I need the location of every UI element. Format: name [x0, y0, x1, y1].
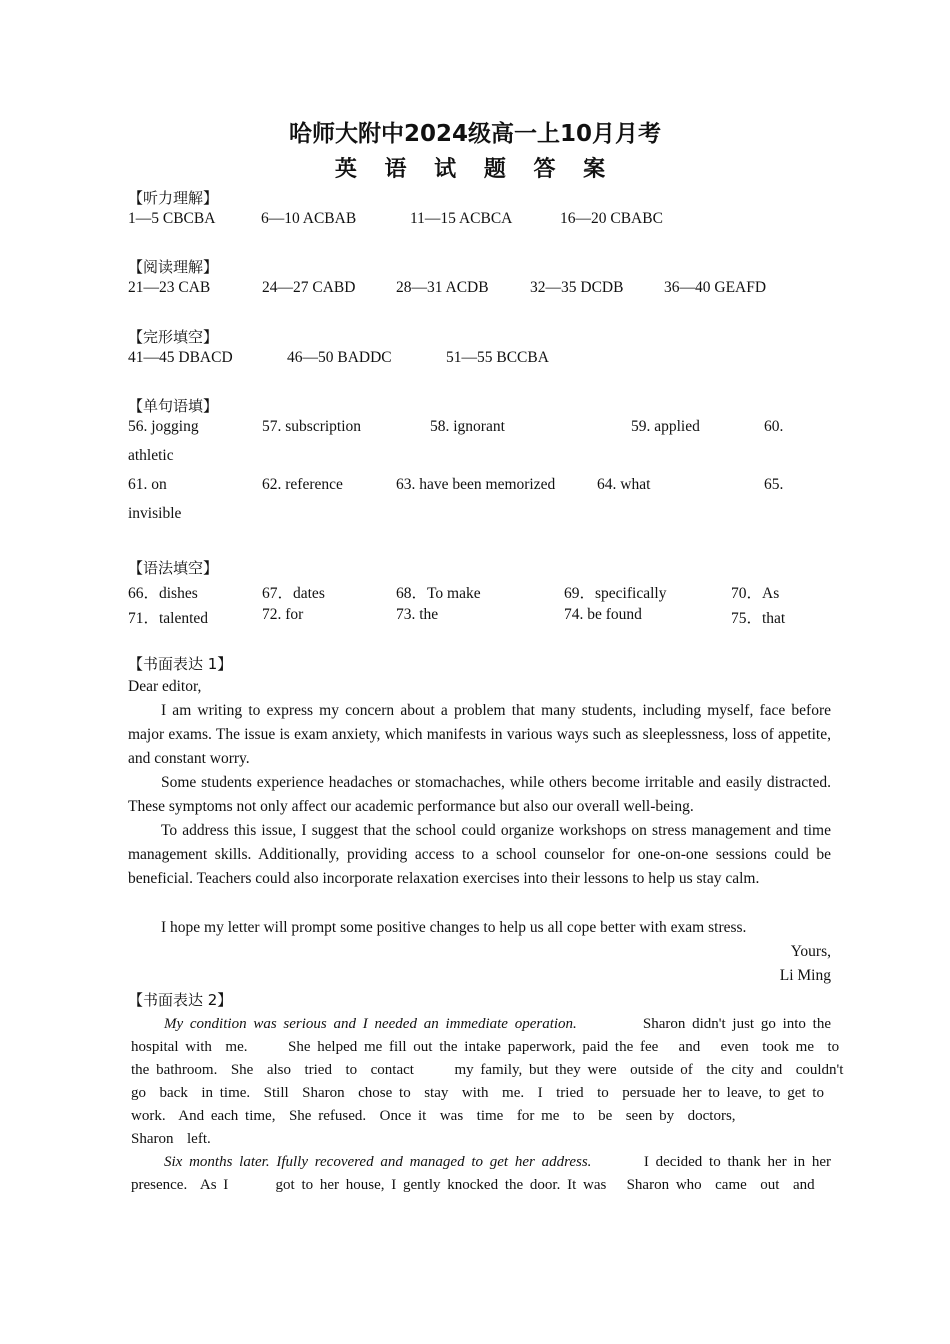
letter-paragraph: To address this issue, I suggest that the school could organize workshops on stress management and time management skills. Additionally, providing access to a school counselor for one-on-one sessions could be beneficial. Teachers could also incorporate relaxation exercises into their lessons to help us stay calm. [128, 822, 831, 887]
single-sentence-row [128, 476, 828, 498]
single-sentence-wrap [128, 505, 828, 527]
answer-item: 58. ignorant [430, 418, 505, 435]
letter-salutation: Dear editor, [128, 678, 202, 695]
story-paragraph [131, 1013, 844, 1197]
story-line: hospital with me. She helped me fill out the intake paperwork, paid the fee and even took me to [131, 1039, 840, 1055]
single-sentence-heading: 【单句语填】 [128, 397, 219, 415]
grammar-heading: 【语法填空】 [128, 559, 219, 577]
single-sentence-row [128, 418, 828, 440]
letter-signature: Li Ming [779, 967, 831, 984]
answer-item: 68．To make [396, 585, 481, 602]
answer-group: 24—27 CABD [262, 279, 356, 296]
answer-group: 36—40 GEAFD [664, 279, 767, 296]
answer-item: 67．dates [262, 585, 325, 602]
cloze-answers [128, 349, 828, 371]
letter-paragraph: I hope my letter will prompt some positive changes to help us all cope better with exam stress. [161, 919, 747, 936]
answer-group: 1—5 CBCBA [128, 210, 216, 227]
answer-group: 16—20 CBABC [560, 210, 663, 227]
answer-item: 73. the [396, 606, 439, 623]
grammar-row [128, 606, 828, 628]
writing1-heading: 【书面表达 1】 [128, 655, 233, 673]
answer-item: 61. on [128, 476, 167, 493]
answer-item: 57. subscription [262, 418, 362, 435]
listening-heading: 【听力理解】 [128, 189, 219, 207]
page-subtitle: 英 语 试 题 答 案 [334, 157, 616, 182]
reading-answers [128, 279, 828, 301]
answer-item: athletic [128, 447, 174, 464]
answer-group: 28—31 ACDB [396, 279, 489, 296]
answer-item: 64. what [597, 476, 651, 493]
single-sentence-wrap [128, 447, 828, 469]
story-lead-sentence: Six months later. Ifully recovered and managed to get her address. [164, 1154, 592, 1170]
answer-item: 71．talented [128, 610, 209, 627]
story-lead-sentence: My condition was serious and I needed an immediate operation. [164, 1016, 577, 1032]
story-text: I decided to thank her in her [643, 1154, 831, 1170]
answer-item: 74. be found [564, 606, 642, 623]
answer-item: 59. applied [631, 418, 700, 435]
story-line: presence. As I got to her house, I gently knocked the door. It was Sharon who came out and [131, 1177, 815, 1193]
answer-item: 56. jogging [128, 418, 199, 435]
story-line: Sharon left. [131, 1131, 211, 1147]
answer-item: 75．that [731, 610, 786, 627]
answer-group: 41—45 DBACD [128, 349, 233, 366]
listening-answers [128, 210, 828, 232]
answer-item: 69．specifically [564, 585, 667, 602]
letter-paragraph: Some students experience headaches or stomachaches, while others become irritable and easily distracted. These symptoms not only affect our academic performance but also our overall well-being. [128, 774, 831, 815]
story-line: work. And each time, She refused. Once it was time for me to be seen by doctors, [131, 1108, 736, 1124]
answer-item: 62. reference [262, 476, 343, 493]
answer-group: 46—50 BADDC [287, 349, 392, 366]
story-text: Sharon didn't just go into the [642, 1016, 831, 1032]
answer-group: 51—55 BCCBA [446, 349, 549, 366]
page-title: 哈师大附中2024级高一上10月月考 [288, 121, 662, 147]
writing2-heading: 【书面表达 2】 [128, 991, 233, 1009]
answer-item: invisible [128, 505, 182, 522]
grammar-row [128, 581, 828, 603]
answer-group: 6—10 ACBAB [261, 210, 357, 227]
answer-item: 66．dishes [128, 585, 198, 602]
letter-closing: Yours, [790, 943, 831, 960]
story-line: the bathroom. She also tried to contact my family, but they were outside of the city and couldn't [131, 1062, 844, 1078]
answer-group: 11—15 ACBCA [410, 210, 513, 227]
cloze-heading: 【完形填空】 [128, 328, 219, 346]
answer-group: 32—35 DCDB [530, 279, 624, 296]
answer-group: 21—23 CAB [128, 279, 211, 296]
answer-item: 65. [764, 476, 784, 493]
answer-item: 72. for [262, 606, 304, 623]
answer-item: 63. have been memorized [396, 476, 556, 493]
reading-heading: 【阅读理解】 [128, 258, 219, 276]
answer-item: 70．As [731, 585, 780, 602]
story-line: go back in time. Still Sharon chose to stay with me. I tried to persuade her to leave, to get to [131, 1085, 824, 1101]
answer-item: 60. [764, 418, 784, 435]
letter-paragraph: I am writing to express my concern about a problem that many students, including myself, face before major exams. The issue is exam anxiety, which manifests in various ways such as sleeplessness, loss of appetite, and constant worry. [128, 702, 831, 767]
